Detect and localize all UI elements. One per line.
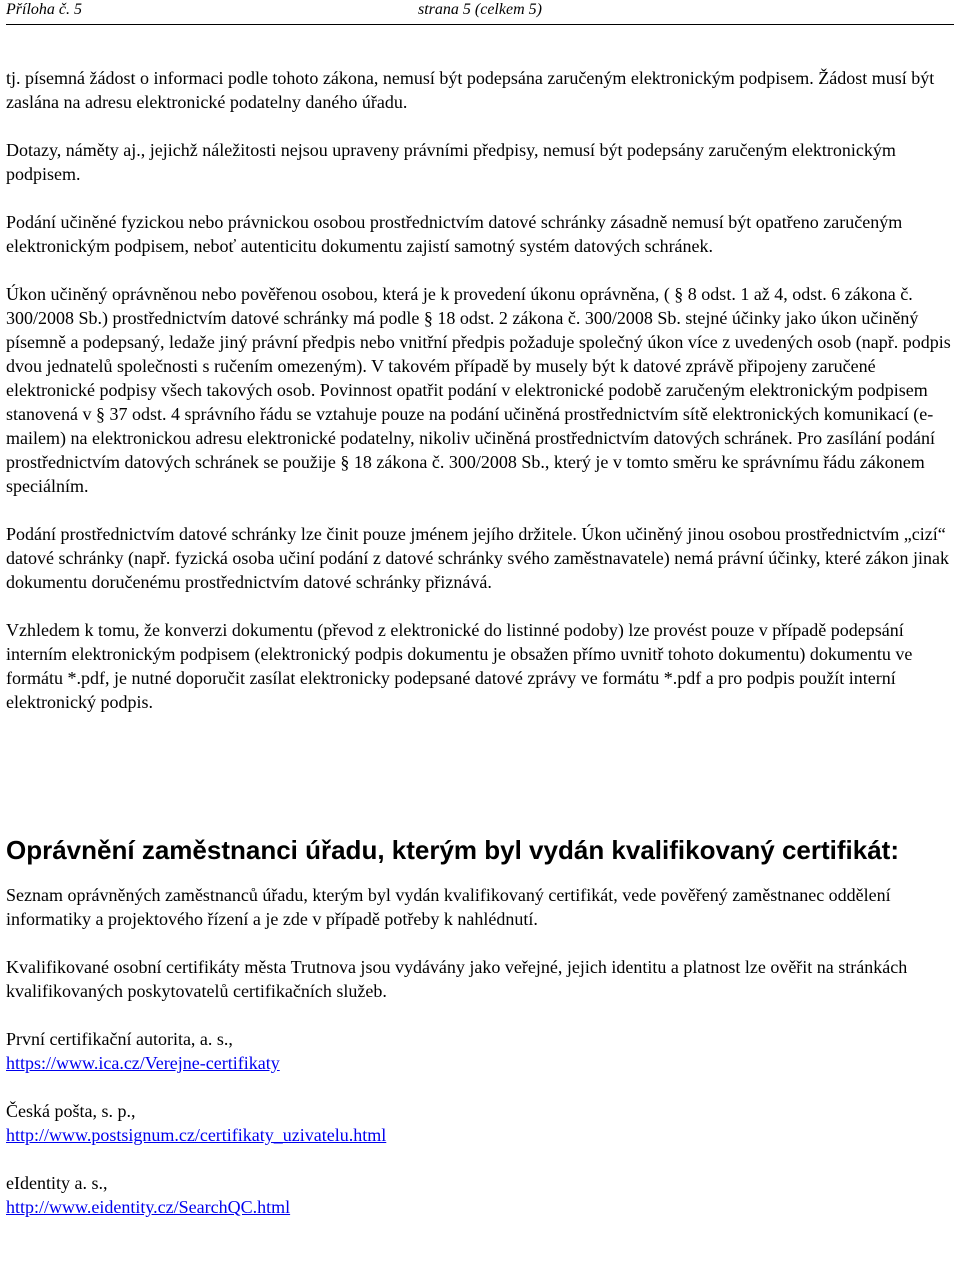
provider-name: První certifikační autorita, a. s., [6, 1029, 233, 1049]
document-body [6, 66, 954, 1219]
provider-ica [6, 1027, 954, 1075]
attachment-label: Příloha č. 5 [6, 1, 82, 18]
paragraph-data-box-submission: Podání učiněné fyzickou nebo právnickou osobou prostřednictvím datové schránky zásadně nemusí být opatřeno zaručeným elektronickým podpisem, neboť autenticitu dokumentu zajistí samotný systém datových schránek. [6, 212, 903, 256]
page-number: strana 5 (celkem 5) [418, 1, 542, 18]
provider-name: Česká pošta, s. p., [6, 1101, 136, 1121]
paragraph-authorized-person: Úkon učiněný oprávněnou nebo pověřenou osobou, která je k provedení úkonu oprávněna, ( § 8 odst. 1 až 4, odst. 6 zákona č. 300/2008 Sb.) prostřednictvím datové schránky má podle § 18 odst. 2 zákona č. 300/2008 Sb. stejné účinky jako úkon učiněný písemně a podepsaný, ledaže jiný právní předpis nebo vnitřní předpis požaduje společný úkon více z uvedených osob (např. podpis dvou jednatelů společnosti s ručením omezeným). V takovém případě by musely být k datové zprávě připojeny zaručené elektronické podpisy všech takových osob. Povinnost opatřit podání v elektronické podobě zaručeným elektronickým podpisem stanovená v § 37 odst. 4 správního řádu se vztahuje pouze na podání učiněná prostřednictvím sítě elektronických komunikací (e-mailem) na elektronickou adresu elektronické podatelny, nikoliv učiněná prostřednictvím datových schránek. Pro zasílání podání prostřednictvím datových schránek se použije § 18 zákona č. 300/2008 Sb., který je v tomto směru ke správnímu řádu zákonem speciálním. [6, 284, 951, 496]
provider-eidentity [6, 1171, 954, 1219]
paragraph-employee-list: Seznam oprávněných zaměstnanců úřadu, kterým byl vydán kvalifikovaný certifikát, vede pověřený zaměstnanec oddělení informatiky a projektového řízení a je zde v případě potřeby k nahlédnutí. [6, 885, 891, 929]
section-heading: Oprávnění zaměstnanci úřadu, kterým byl vydán kvalifikovaný certifikát: [6, 835, 900, 865]
provider-postsignum [6, 1099, 954, 1147]
paragraph-certificates: Kvalifikované osobní certifikáty města Trutnova jsou vydávány jako veřejné, jejich identitu a platnost lze ověřit na stránkách kvalifikovaných poskytovatelů certifikačních služeb. [6, 957, 908, 1001]
page-header [6, 0, 954, 25]
provider-link-eidentity[interactable]: http://www.eidentity.cz/SearchQC.html [6, 1197, 291, 1217]
provider-link-ica[interactable]: https://www.ica.cz/Verejne-certifikaty [6, 1053, 280, 1073]
paragraph-written-request: tj. písemná žádost o informaci podle tohoto zákona, nemusí být podepsána zaručeným elektronickým podpisem. Žádost musí být zaslána na adresu elektronické podatelny daného úřadu. [6, 68, 935, 112]
provider-name: eIdentity a. s., [6, 1173, 108, 1193]
paragraph-pdf-conversion: Vzhledem k tomu, že konverzi dokumentu (převod z elektronické do listinné podoby) lze provést pouze v případě podepsání interním elektronickým podpisem (elektronický podpis dokumentu je obsažen přímo uvnitř tohoto dokumentu) dokumentu ve formátu *.pdf, je nutné doporučit zasílat elektronicky podepsané datové zprávy ve formátu *.pdf a pro podpis použít interní elektronický podpis. [6, 620, 913, 712]
paragraph-queries: Dotazy, náměty aj., jejichž náležitosti nejsou upraveny právními předpisy, nemusí být podepsány zaručeným elektronickým podpisem. [6, 140, 896, 184]
paragraph-holder-only: Podání prostřednictvím datové schránky lze činit pouze jménem jejího držitele. Úkon učiněný jinou osobou prostřednictvím „cizí“ datové schránky (např. fyzická osoba učiní podání z datové schránky svého zaměstnavatele) nemá právní účinky, které zákon jinak dokumentu doručenému prostřednictvím datové schránky přiznává. [6, 524, 949, 592]
provider-link-postsignum[interactable]: http://www.postsignum.cz/certifikaty_uzivatelu.html [6, 1125, 387, 1145]
